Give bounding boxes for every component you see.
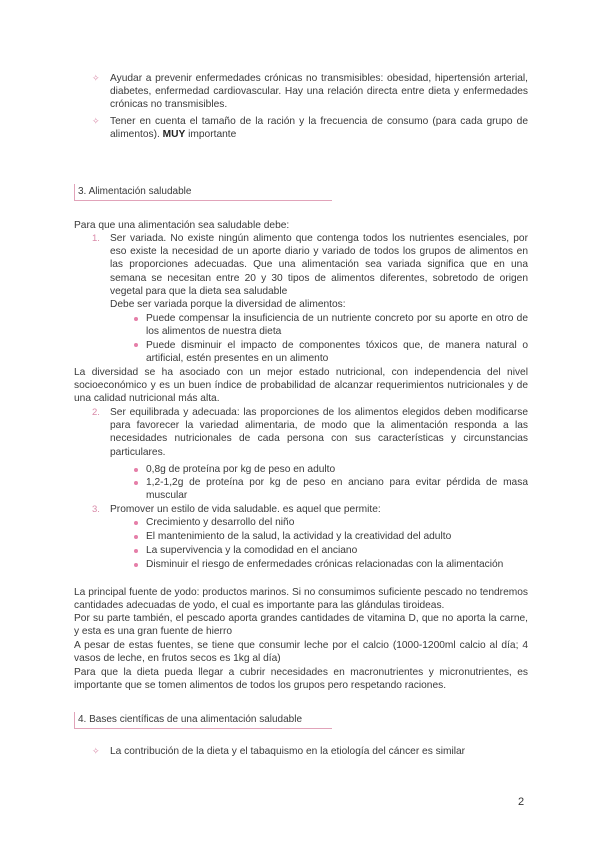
item-1-text: Ser variada. No existe ningún alimento que contenga todos los nutrientes esenciales, por eso existe la necesidad de un aporte diario y variado de todos los grupos de alimentos en las proporciones adecuadas. Que una alimentación sea variada significa que en una semana se necesitan entre 20 y 30 tipos de alimentos diferentes, sobretodo de origen vegetal para que la dieta sea saludable xyxy=(110,233,528,297)
list-number: 1. xyxy=(92,233,100,244)
emphasis-text: MUY xyxy=(162,129,186,141)
top-bullet-1: Ayudar a prevenir enfermedades crónicas no transmisibles: obesidad, hipertensión arterial, diabetes, enfermedad cardiovascular. Hay una relación directa entre dieta y enfermedades crónicas no transmisibles. xyxy=(110,73,528,111)
paragraph-nutrients: Para que la dieta pueda llegar a cubrir necesidades en macronutrientes y micronutrientes, es importante que se tomen alimentos de todos los grupos pero respetando raciones. xyxy=(74,667,528,692)
item-2-text: Ser equilibrada y adecuada: las proporciones de los alimentos elegidos deben modificarse para favorecer la variedad alimentaria, de modo que la alimentación responda a las necesidades nutricionales de cada persona con sus características y circunstancias particulares. xyxy=(110,407,528,458)
item-1-point-1: Puede compensar la insuficiencia de un nutriente concreto por su aporte en otro de los alimentos de nuestra dieta xyxy=(146,313,528,338)
item-2-point-2: 1,2-1,2g de proteína por kg de peso en anciano para evitar pérdida de masa muscular xyxy=(146,477,528,502)
top-bullet-2: Tener en cuenta el tamaño de la ración y la frecuencia de consumo (para cada grupo de alimentos). MUY importante xyxy=(110,116,528,141)
paragraph-iodine: La principal fuente de yodo: productos marinos. Si no consumimos suficiente pescado no tendremos cantidades adecuadas de yodo, el cual es importante para las glándulas tiroideas. xyxy=(74,587,528,612)
item-1-subtitle: Debe ser variada porque la diversidad de alimentos: xyxy=(110,299,346,310)
paragraph-calcium: A pesar de estas fuentes, se tiene que consumir leche por el calcio (1000-1200ml calcio al día; 4 vasos de leche, en frutos secos es 1kg al día) xyxy=(74,640,528,665)
diamond-bullet-icon: ✧ xyxy=(92,73,100,83)
item-3-text: Promover un estilo de vida saludable. es aquel que permite: xyxy=(110,504,381,515)
bullet-dot-icon xyxy=(134,563,138,567)
paragraph-vitamin-d: Por su parte también, el pescado aporta grandes cantidades de vitamina D, que no aporta la carne, y esta es una gran fuente de hierro xyxy=(74,613,528,638)
section-3-heading: 3. Alimentación saludable xyxy=(74,184,332,201)
item-3-point-4: Disminuir el riesgo de enfermedades crónicas relacionadas con la alimentación xyxy=(146,559,504,570)
item-1-point-2: Puede disminuir el impacto de componentes tóxicos que, de manera natural o artificial, estén presentes en un alimento xyxy=(146,340,528,365)
item-3-point-1: Crecimiento y desarrollo del niño xyxy=(146,517,295,528)
diversity-paragraph: La diversidad se ha asociado con un mejor estado nutricional, con independencia del nivel socioeconómico y es un buen índice de probabilidad de alcanzar requerimientos nutricionales y de una calidad nutricional más alta. xyxy=(74,367,528,405)
section-4-heading: 4. Bases científicas de una alimentación saludable xyxy=(74,712,332,729)
bullet-dot-icon xyxy=(134,343,138,347)
bullet-dot-icon xyxy=(134,468,138,472)
diamond-bullet-icon: ✧ xyxy=(92,746,100,756)
list-number: 3. xyxy=(92,504,100,515)
bullet-dot-icon xyxy=(134,535,138,539)
bullet-dot-icon xyxy=(134,521,138,525)
item-3-point-3: La supervivencia y la comodidad en el anciano xyxy=(146,545,358,556)
bullet-dot-icon xyxy=(134,481,138,485)
diamond-bullet-icon: ✧ xyxy=(92,116,100,126)
page-number: 2 xyxy=(518,796,525,808)
section-4-bullet: La contribución de la dieta y el tabaquismo en la etiología del cáncer es similar xyxy=(110,746,466,757)
list-number: 2. xyxy=(92,407,100,418)
item-3-point-2: El mantenimiento de la salud, la actividad y la creatividad del adulto xyxy=(146,531,452,542)
section-3-intro: Para que una alimentación sea saludable debe: xyxy=(74,220,290,231)
item-2-point-1: 0,8g de proteína por kg de peso en adulto xyxy=(146,464,336,475)
bullet-dot-icon xyxy=(134,317,138,321)
bullet-dot-icon xyxy=(134,549,138,553)
